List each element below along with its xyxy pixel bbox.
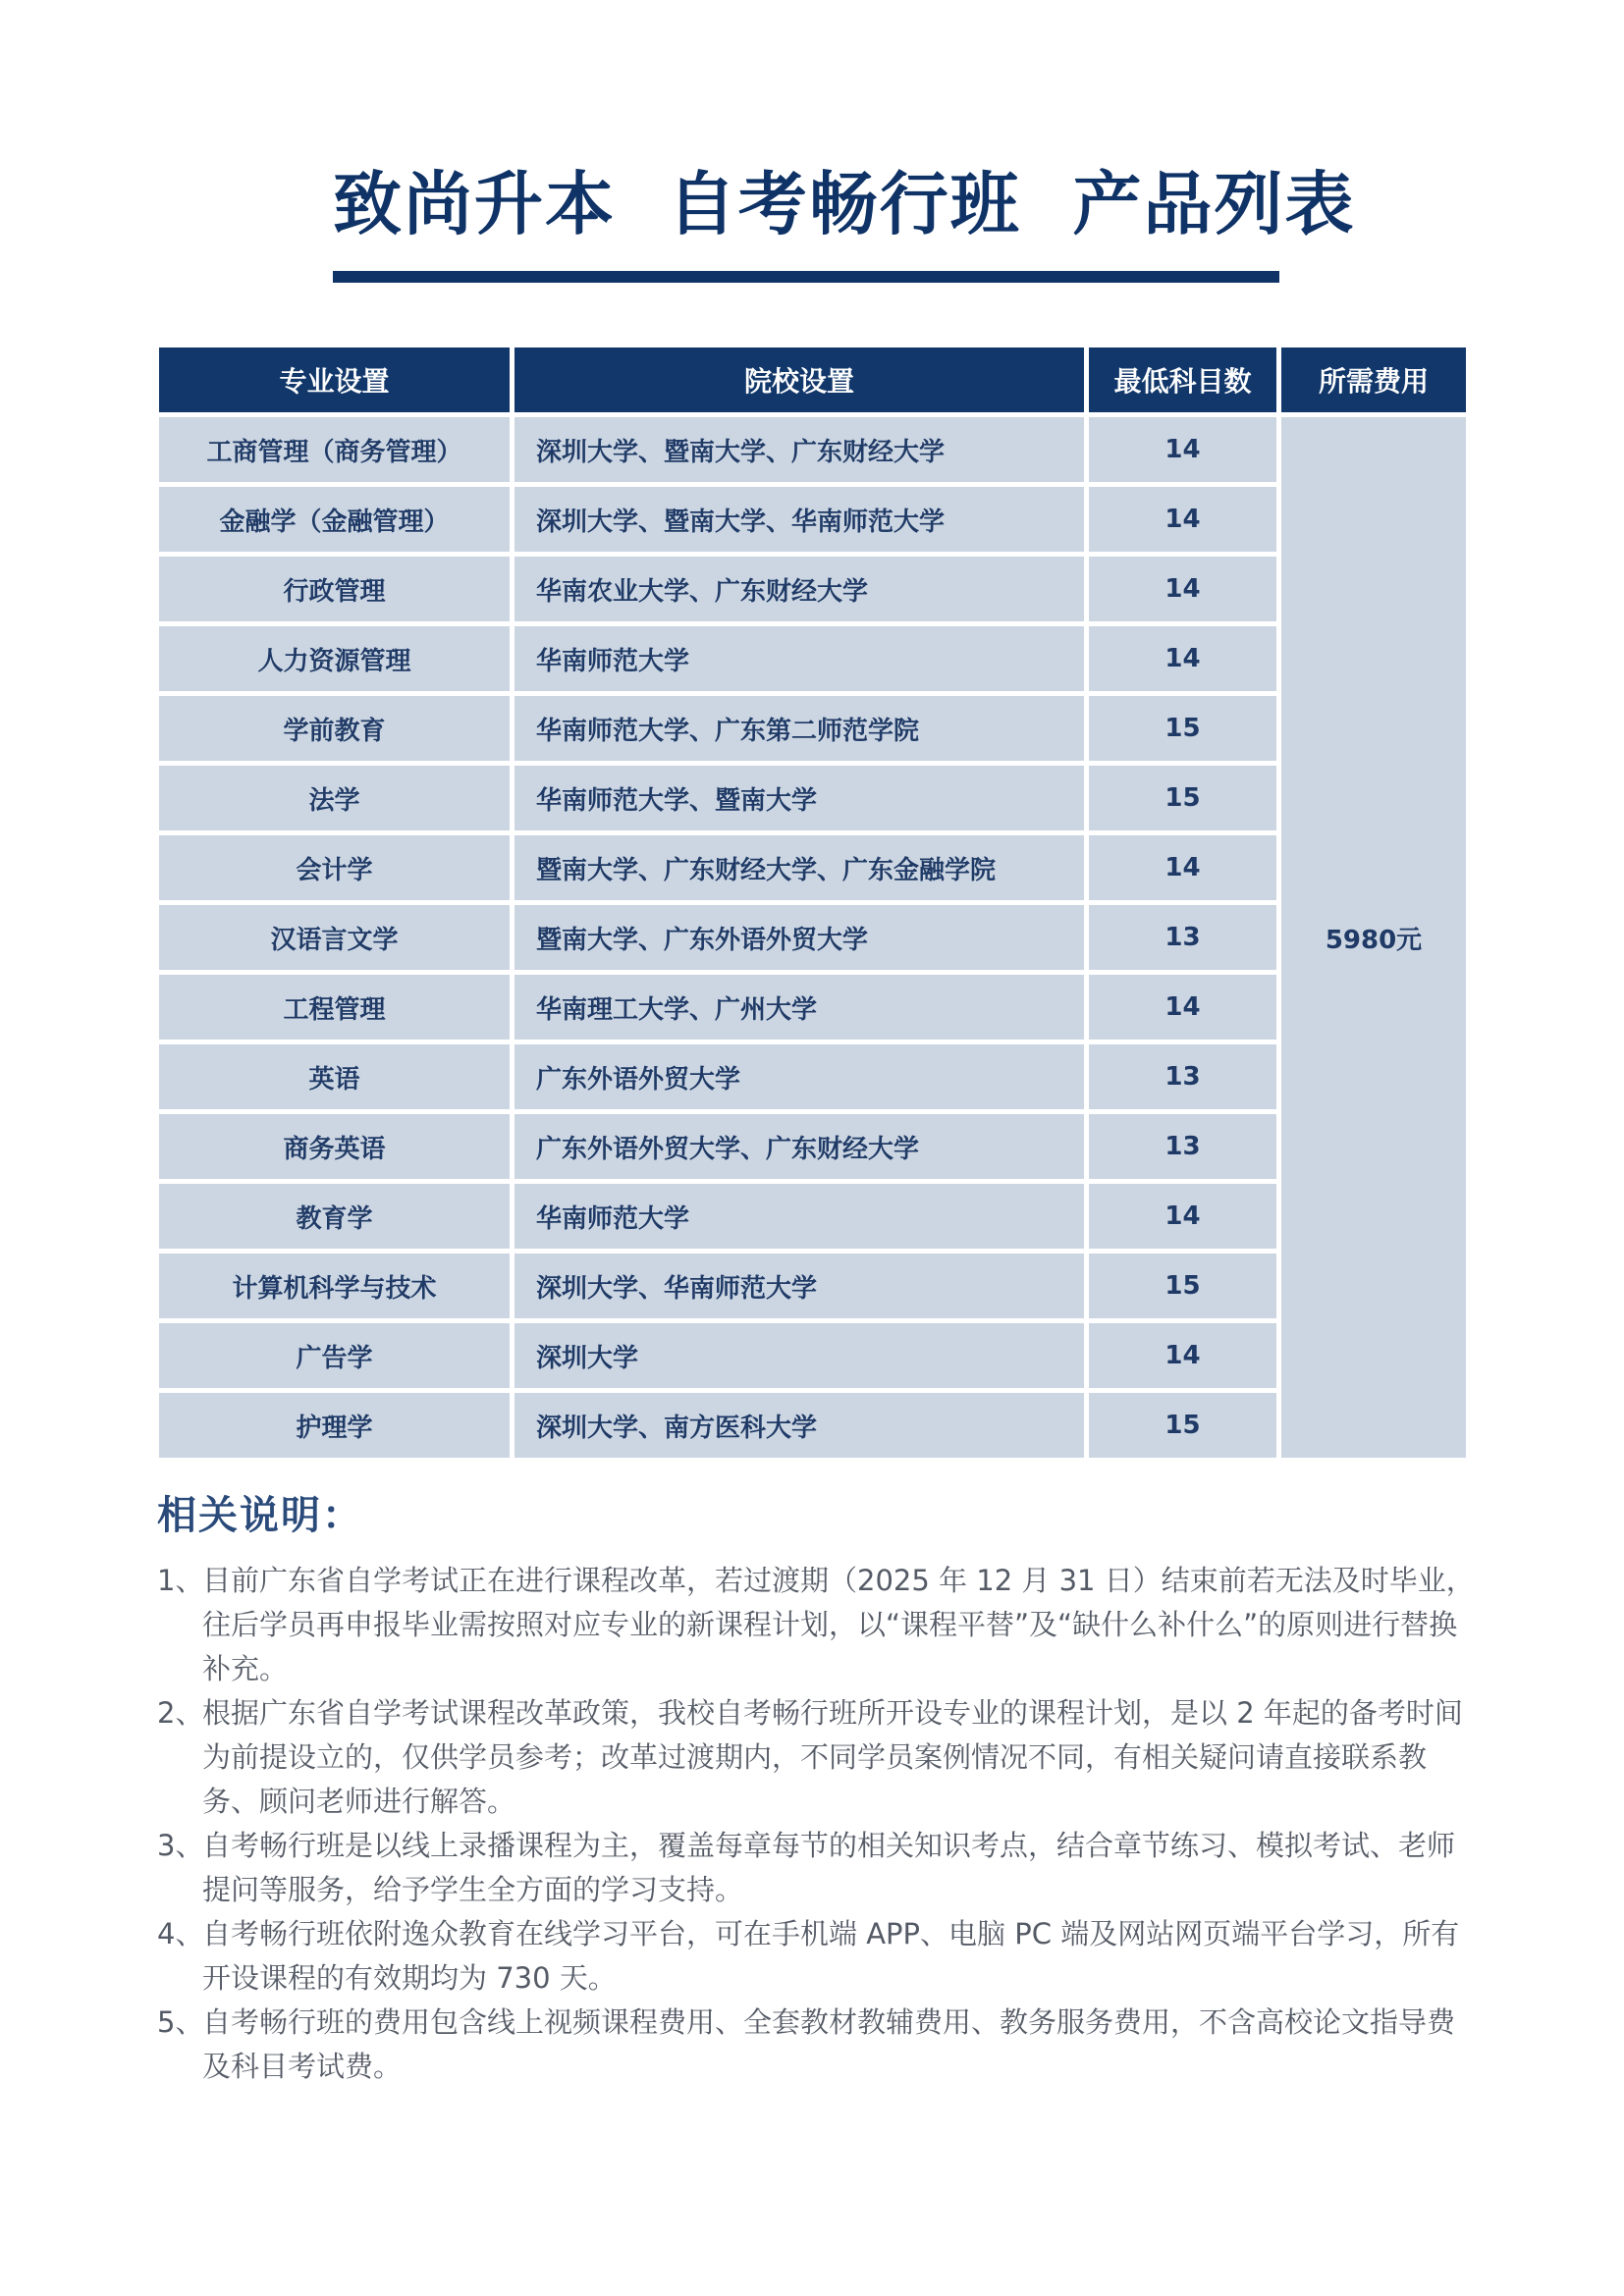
table-row <box>159 1254 1466 1318</box>
cell-min-subjects: 15 <box>1089 1393 1276 1458</box>
note-text: 根据广东省自学考试课程改革政策，我校自考畅行班所开设专业的课程计划，是以 2 年起的备考时间为前提设立的，仅供学员参考；改革过渡期内，不同学员案例情况不同，有相关疑问请直接联系教务、顾问老师进行解答。 <box>202 1696 1463 1818</box>
note-number: 3、 <box>157 1829 204 1862</box>
cell-major: 会计学 <box>159 835 510 900</box>
cell-major: 护理学 <box>159 1393 510 1458</box>
note-number: 5、 <box>157 2005 204 2039</box>
cell-major: 汉语言文学 <box>159 905 510 970</box>
cell-schools: 华南农业大学、广东财经大学 <box>514 557 1084 621</box>
cell-min-subjects: 15 <box>1089 696 1276 761</box>
cell-major: 学前教育 <box>159 696 510 761</box>
cell-major: 商务英语 <box>159 1114 510 1179</box>
cell-min-subjects: 15 <box>1089 766 1276 830</box>
cell-schools: 广东外语外贸大学 <box>514 1044 1084 1109</box>
cell-schools: 华南师范大学、暨南大学 <box>514 766 1084 830</box>
table-row <box>159 557 1466 621</box>
title-block <box>333 157 1356 283</box>
table-row <box>159 626 1466 691</box>
cell-min-subjects: 13 <box>1089 1044 1276 1109</box>
table-row <box>159 975 1466 1040</box>
note-number: 2、 <box>157 1696 204 1730</box>
note-number: 4、 <box>157 1917 204 1950</box>
note-text: 自考畅行班依附逸众教育在线学习平台，可在手机端 APP、电脑 PC 端及网站网页端平台学习，所有开设课程的有效期均为 730 天。 <box>202 1917 1460 1995</box>
table-row <box>159 1044 1466 1109</box>
cell-schools: 华南师范大学 <box>514 626 1084 691</box>
header-major: 专业设置 <box>159 347 510 412</box>
cell-min-subjects: 14 <box>1089 835 1276 900</box>
cell-major: 广告学 <box>159 1323 510 1388</box>
page-title: 致尚升本 自考畅行班 产品列表 <box>333 164 1356 244</box>
note-item <box>157 1824 1478 1912</box>
cell-schools: 华南理工大学、广州大学 <box>514 975 1084 1040</box>
table-row <box>159 1114 1466 1179</box>
product-table <box>154 343 1471 1463</box>
table-row <box>159 696 1466 761</box>
table-row <box>159 1323 1466 1388</box>
note-text: 自考畅行班的费用包含线上视频课程费用、全套教材教辅费用、教务服务费用，不含高校论文指导费及科目考试费。 <box>202 2005 1456 2083</box>
note-item <box>157 1912 1478 2001</box>
cell-major: 人力资源管理 <box>159 626 510 691</box>
cell-min-subjects: 14 <box>1089 975 1276 1040</box>
cell-major: 行政管理 <box>159 557 510 621</box>
cell-schools: 深圳大学、南方医科大学 <box>514 1393 1084 1458</box>
cell-fee: 5980元 <box>1281 417 1466 1458</box>
cell-min-subjects: 14 <box>1089 487 1276 552</box>
notes-list <box>157 1559 1478 2089</box>
cell-schools: 暨南大学、广东外语外贸大学 <box>514 905 1084 970</box>
notes-title: 相关说明： <box>157 1493 363 1538</box>
cell-schools: 广东外语外贸大学、广东财经大学 <box>514 1114 1084 1179</box>
note-number: 1、 <box>157 1564 204 1597</box>
cell-min-subjects: 14 <box>1089 417 1276 482</box>
cell-major: 金融学（金融管理） <box>159 487 510 552</box>
table-row <box>159 766 1466 830</box>
header-min-subjects: 最低科目数 <box>1089 347 1276 412</box>
cell-schools: 深圳大学 <box>514 1323 1084 1388</box>
title-underline <box>333 271 1279 283</box>
note-item <box>157 2001 1478 2089</box>
cell-schools: 深圳大学、暨南大学、广东财经大学 <box>514 417 1084 482</box>
cell-min-subjects: 14 <box>1089 1184 1276 1249</box>
table-row <box>159 487 1466 552</box>
cell-major: 工商管理（商务管理） <box>159 417 510 482</box>
header-schools: 院校设置 <box>514 347 1084 412</box>
cell-major: 英语 <box>159 1044 510 1109</box>
table-header-row <box>159 347 1466 412</box>
table-row <box>159 905 1466 970</box>
table-body <box>159 417 1466 1458</box>
table-row <box>159 1393 1466 1458</box>
cell-major: 法学 <box>159 766 510 830</box>
cell-schools: 深圳大学、华南师范大学 <box>514 1254 1084 1318</box>
cell-schools: 暨南大学、广东财经大学、广东金融学院 <box>514 835 1084 900</box>
table-row <box>159 1184 1466 1249</box>
cell-major: 教育学 <box>159 1184 510 1249</box>
cell-min-subjects: 14 <box>1089 626 1276 691</box>
cell-schools: 华南师范大学 <box>514 1184 1084 1249</box>
cell-major: 计算机科学与技术 <box>159 1254 510 1318</box>
note-item <box>157 1559 1478 1691</box>
table-row <box>159 417 1466 482</box>
cell-min-subjects: 15 <box>1089 1254 1276 1318</box>
cell-min-subjects: 13 <box>1089 1114 1276 1179</box>
cell-min-subjects: 14 <box>1089 557 1276 621</box>
cell-min-subjects: 14 <box>1089 1323 1276 1388</box>
note-text: 目前广东省自学考试正在进行课程改革，若过渡期（2025 年 12 月 31 日）结束前若无法及时毕业，往后学员再申报毕业需按照对应专业的新课程计划，以“课程平替”及“缺什么补什么”的原则进行替换补充。 <box>202 1564 1475 1685</box>
cell-schools: 华南师范大学、广东第二师范学院 <box>514 696 1084 761</box>
cell-major: 工程管理 <box>159 975 510 1040</box>
table-row <box>159 835 1466 900</box>
cell-min-subjects: 13 <box>1089 905 1276 970</box>
header-fee: 所需费用 <box>1281 347 1466 412</box>
note-text: 自考畅行班是以线上录播课程为主，覆盖每章每节的相关知识考点，结合章节练习、模拟考试、老师提问等服务，给予学生全方面的学习支持。 <box>202 1829 1456 1906</box>
cell-schools: 深圳大学、暨南大学、华南师范大学 <box>514 487 1084 552</box>
note-item <box>157 1691 1478 1824</box>
